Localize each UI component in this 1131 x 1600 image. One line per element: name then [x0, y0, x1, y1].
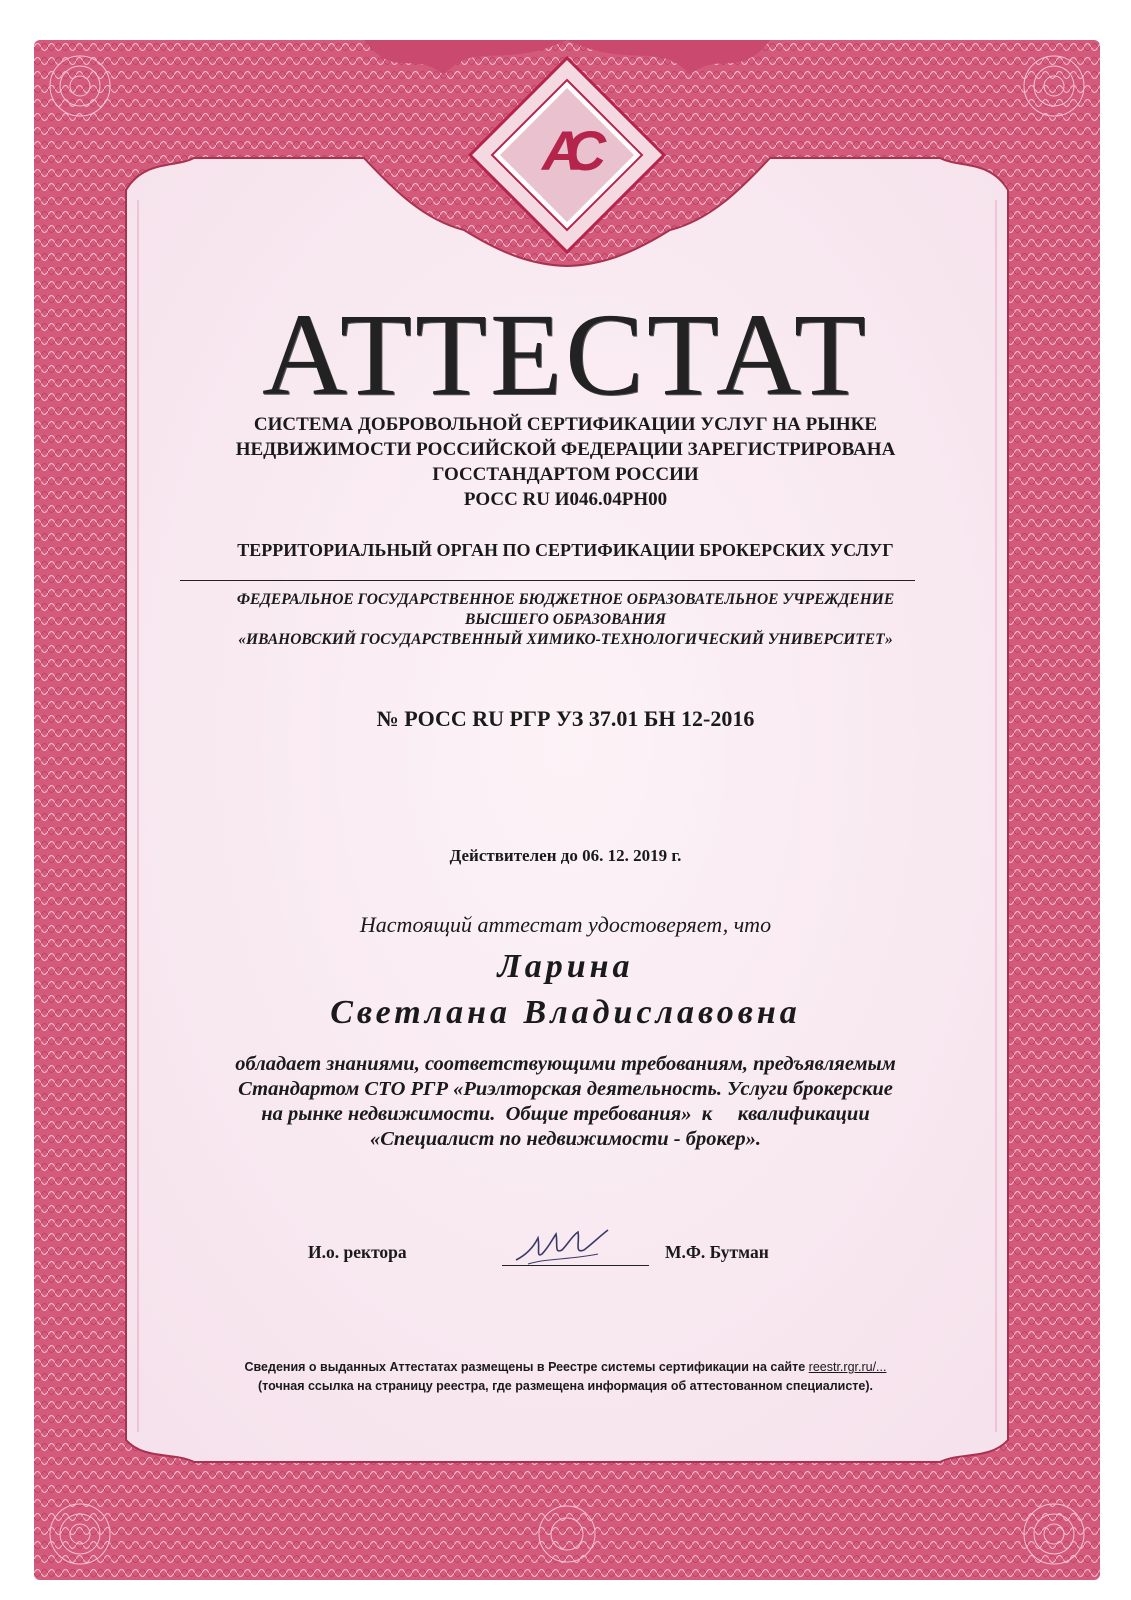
signature-row — [0, 1238, 1131, 1278]
certificate-number: № РОСС RU РГР УЗ 37.01 БН 12-2016 — [376, 706, 755, 731]
system-line: СИСТЕМА ДОБРОВОЛЬНОЙ СЕРТИФИКАЦИИ УСЛУГ НА РЫНКЕ — [253, 414, 878, 435]
certifies-intro: Настоящий аттестат удостоверяет, что — [359, 912, 772, 937]
organization-block — [0, 590, 1131, 650]
organization-line: ВЫСШЕГО ОБРАЗОВАНИЯ — [465, 611, 666, 628]
registry-note — [0, 1358, 1131, 1396]
certification-system-block — [0, 412, 1131, 512]
holder-given-names: Светлана Владиславовна — [330, 994, 801, 1031]
certificate-title: АТТЕСТАТ — [262, 289, 869, 420]
signatory-role: И.о. ректора — [308, 1242, 407, 1262]
registry-note-line — [0, 1358, 1131, 1377]
frame-border-graphic — [34, 40, 1100, 1580]
handwritten-signature — [508, 1224, 618, 1272]
system-registration-code: РОСС RU И046.04РН00 — [463, 489, 668, 510]
registry-note-explanation: (точная ссылка на страницу реестра, где размещена информация об аттестованном специалисте). — [258, 1379, 873, 1393]
holder-surname: Ларина — [497, 948, 634, 985]
registry-note-text: Сведения о выданных Аттестатах размещены в Реестре системы сертификации на сайте — [244, 1360, 806, 1374]
signatory-name: М.Ф. Бутман — [665, 1242, 769, 1262]
logo-letters: АС — [541, 119, 593, 182]
organization-line: «ИВАНОВСКИЙ ГОСУДАРСТВЕННЫЙ ХИМИКО-ТЕХНОЛОГИЧЕСКИЙ УНИВЕРСИТЕТ» — [238, 631, 893, 648]
territorial-body: ТЕРРИТОРИАЛЬНЫЙ ОРГАН ПО СЕРТИФИКАЦИИ БРОКЕРСКИХ УСЛУГ — [237, 540, 894, 560]
statement-line: Стандартом СТО РГР «Риэлторская деятельность. Услуги брокерские — [238, 1078, 893, 1100]
statement-line: на рынке недвижимости. Общие требования» к квалификации — [261, 1103, 870, 1125]
certificate-frame — [34, 40, 1100, 1580]
divider-line — [180, 580, 915, 581]
registry-link[interactable]: reestr.rgr.ru/... — [808, 1360, 887, 1374]
organization-line: ФЕДЕРАЛЬНОЕ ГОСУДАРСТВЕННОЕ БЮДЖЕТНОЕ ОБРАЗОВАТЕЛЬНОЕ УЧРЕЖДЕНИЕ — [236, 591, 895, 608]
qualification-statement — [110, 1052, 1021, 1152]
system-line: ГОССТАНДАРТОМ РОССИИ — [432, 464, 699, 485]
valid-until: Действителен до 06. 12. 2019 г. — [449, 846, 682, 865]
system-line: НЕДВИЖИМОСТИ РОССИЙСКОЙ ФЕДЕРАЦИИ ЗАРЕГИСТРИРОВАНА — [235, 439, 896, 460]
statement-line: обладает знаниями, соответствующими требованиям, предъявляемым — [235, 1053, 896, 1075]
statement-line: «Специалист по недвижимости - брокер». — [369, 1128, 761, 1150]
